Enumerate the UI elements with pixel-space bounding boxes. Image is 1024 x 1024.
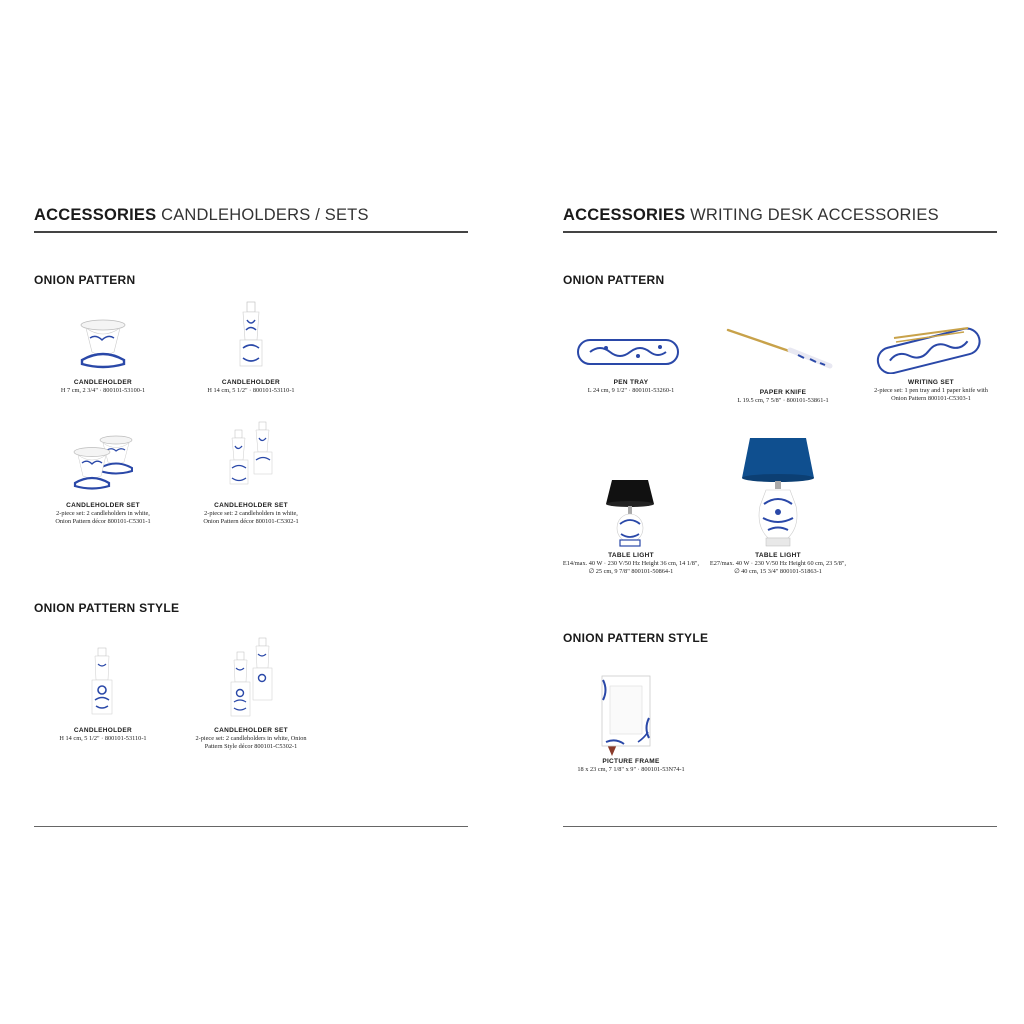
picture-frame-image: [598, 672, 654, 756]
left-header-rule: [34, 231, 468, 233]
left-page-header: [34, 206, 369, 225]
product-name: TABLE LIGHT: [755, 552, 801, 559]
product-spec: E27/max. 40 W · 230 V/50 Hz Height 60 cm, 23 5/8", ∅ 40 cm, 15 3/4" 800101-51863-1: [709, 560, 847, 575]
product-name: CANDLEHOLDER: [73, 727, 133, 734]
pen-tray-image: [576, 336, 680, 368]
product-spec: H 7 cm, 2 3/4" · 800101-53100-1: [60, 387, 146, 394]
product-name: CANDLEHOLDER: [221, 379, 281, 386]
product-style-candleholder-set: [176, 727, 326, 750]
product-spec: L 24 cm, 9 1/2" · 800101-53260-1: [587, 387, 675, 394]
product-name: CANDLEHOLDER SET: [214, 727, 288, 734]
candleholder-tall-image: [234, 300, 268, 370]
style-candleholder-image: [88, 646, 116, 718]
writing-set-image: [870, 318, 986, 374]
left-header-light: CANDLEHOLDERS / SETS: [161, 206, 369, 224]
left-footer-rule: [34, 826, 468, 827]
table-light-small-image: [602, 476, 658, 550]
product-pen-tray: [556, 379, 706, 395]
left-section-onion-pattern-style: ONION PATTERN STYLE: [34, 601, 180, 615]
table-light-large-image: [738, 434, 818, 550]
left-section-onion-pattern: ONION PATTERN: [34, 273, 136, 287]
product-picture-frame: [556, 758, 706, 774]
product-writing-set: [856, 379, 1006, 402]
left-header-bold: ACCESSORIES: [34, 206, 157, 224]
product-spec: H 14 cm, 5 1/2" · 800101-53110-1: [59, 735, 147, 742]
paper-knife-image: [726, 326, 836, 370]
style-candleholder-set-image: [228, 636, 276, 718]
product-style-candleholder-14cm: [28, 727, 178, 743]
product-name: PEN TRAY: [613, 379, 649, 386]
product-spec: L 19.5 cm, 7 5/8" · 800101-53861-1: [737, 397, 829, 404]
right-header-rule: [563, 231, 997, 233]
product-name: PICTURE FRAME: [602, 758, 660, 765]
right-section-onion-pattern: ONION PATTERN: [563, 273, 665, 287]
product-name: PAPER KNIFE: [759, 389, 807, 396]
product-spec: E14/max. 40 W · 230 V/50 Hz Height 36 cm, 14 1/8", ∅ 25 cm, 9 7/8" 800101-50864-1: [562, 560, 700, 575]
candleholder-short-image: [78, 318, 128, 370]
right-page: [512, 0, 1024, 1024]
product-table-light-large: [703, 552, 853, 575]
product-candleholder-14cm: [176, 379, 326, 395]
product-name: CANDLEHOLDER SET: [214, 502, 288, 509]
product-candleholder-set-c5302: [176, 502, 326, 525]
right-page-header: [563, 206, 939, 225]
product-name: TABLE LIGHT: [608, 552, 654, 559]
product-table-light-small: [556, 552, 706, 575]
product-candleholder-7cm: [28, 379, 178, 395]
right-section-onion-pattern-style: ONION PATTERN STYLE: [563, 631, 709, 645]
product-spec: 2-piece set: 2 candleholders in white, Onion Pattern décor 800101-C5302-1: [203, 510, 299, 525]
right-footer-rule: [563, 826, 997, 827]
product-spec: H 14 cm, 5 1/2" · 800101-53110-1: [207, 387, 295, 394]
product-spec: 2-piece set: 1 pen tray and 1 paper knife with Onion Pattern 800101-C5303-1: [874, 387, 988, 402]
right-header-light: WRITING DESK ACCESSORIES: [690, 206, 939, 224]
product-candleholder-set-c5301: [28, 502, 178, 525]
product-name: WRITING SET: [908, 379, 954, 386]
product-spec: 2-piece set: 2 candleholders in white, Onion Pattern décor 800101-C5301-1: [55, 510, 151, 525]
right-header-bold: ACCESSORIES: [563, 206, 686, 224]
candleholder-set-tall-image: [226, 420, 276, 490]
product-name: CANDLEHOLDER SET: [66, 502, 140, 509]
product-spec: 18 x 23 cm, 7 1/8" x 9" · 800101-53N74-1: [577, 766, 685, 773]
candleholder-set-short-image: [72, 434, 136, 492]
product-spec: 2-piece set: 2 candleholders in white, Onion Pattern Style décor 800101-C5302-1: [195, 735, 307, 750]
product-paper-knife: [708, 389, 858, 405]
product-name: CANDLEHOLDER: [73, 379, 133, 386]
